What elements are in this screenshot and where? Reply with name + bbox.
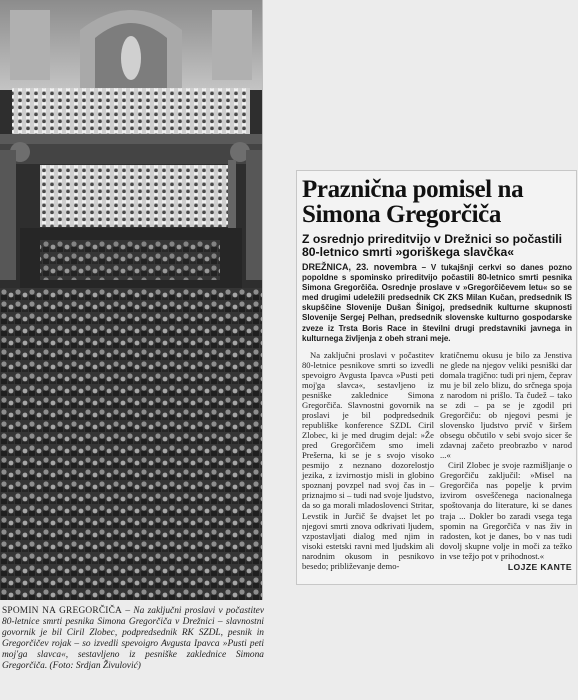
article-intro: [302, 262, 572, 344]
article-author: LOJZE KANTE: [507, 561, 572, 572]
concert-photo: [0, 0, 263, 600]
article-column-1: [302, 350, 434, 572]
article-columns: [302, 350, 572, 572]
article-paragraph: Na zaključni proslavi v počastitev 80-letnice pesnikove smrti so izvedli spevoigro Avgusta Ipavca »Pusti peti moj'ga slavca«, sestavljeno iz pesniške zaklednice Simona Gregorčiča. Slavnostni govornik na proslavi je bil podpredsednik republiške konference SZDL Ciril Zlobec, ki je med drugim dejal: »Že pred Gregorčičem smo imeli Prešerna, ki se je s svojo visoko pesmijo z neznano dozorelostjo jezika, z izvirnostjo misli in globino spoznanj povzpel nad svoj čas in – priznajmo si – tudi nad svoje ljudstvo, da so ga morali mladoslovenci Stritar, Levstik in Jurčič še dvajset let po njegovi smrti znova odkrivati ljudem, vzpostavljati dialog med njim in visoki estetski ravni med ljudskim ali narodnim okusom in pesnikovo besedo; približevanje demo-: [302, 349, 434, 571]
article-paragraph: kratičnemu okusu je bilo za Jenstiva ne glede na njegov veliki pesniški dar domala tragično: tudi pri njem, čeprav mu je bil zelo blizu, do srčnega spoja z narodom ni prišlo. Ta čudež – tako se zdi – pa se je zgodil pri Gregorčiču: ob njegovi pesmi je slovensko ljudstvo prvič v širšem obsegu občutilo v sebi svojo sicer še zdavnaj začeto preobrazbo v narod ...«: [440, 349, 572, 461]
caption-lead: SPOMIN NA GREGORČIČA: [2, 606, 123, 616]
photo-caption: [2, 606, 264, 673]
article-intro-body: – V tukajšnji cerkvi so danes pozno popoldne s spominsko prireditvijo počastili 80-letnico smrti pesnika Simona Gregorčiča. Osrednje proslave v »Gregorčičevem letu« so se med drugimi udeležili predsednik CK ZKS Milan Kučan, predsednik IS skupščine Slovenije Dušan Šinigoj, predsednik kulturne skupnosti Slovenije Sergej Pelhan, predsednik slovenske kulturno gospodarske zveze iz Trsta Boris Race in številni drugi predstavniki javnega in kulturnega življenja z obeh strani meje.: [302, 263, 573, 343]
article: [296, 170, 577, 585]
caption-body: – Na zaključni proslavi v počastitev 80-letnice smrti pesnika Simona Gregorčiča v Drežnici – slavnostni govornik je bil Ciril Zlobec, podpredsednik RK SZDL, pesnik in Gregorčičev rojak – so izvedli spevoigro Avgusta Ipavca »Pusti peti moj'ga slavca«, sestavljeno iz pesniške zaklednice Simona Gregorčiča. (Foto: Srdjan Živulović): [2, 606, 264, 672]
concert-photo-icon: [0, 0, 262, 600]
article-subhead: Z osrednjo prireditvijo v Drežnici so počastili 80-letnico smrti »goriškega slavčka«: [302, 232, 563, 259]
article-column-2: [440, 350, 572, 572]
article-headline: Praznična pomisel na Simona Gregorčiča: [302, 176, 524, 228]
article-dateline: DREŽNICA, 23. novembra: [302, 262, 417, 272]
article-signature: [440, 562, 572, 572]
article-paragraph: Ciril Zlobec je svoje razmišljanje o Gregorčiču zaključil: »Misel na Gregorčiča nas popelje k prvim izvirom osveščenega nacionalnega spoštovanja do literature, ki se danes traja ... Dokler bo zaradi vsega tega spomin na Gregorčiča v nas živ in radosten, kot je danes, bo v nas tudi dovolj skupne volje in moči za težko in vse težjo pot v prihodnost.«: [440, 460, 572, 561]
